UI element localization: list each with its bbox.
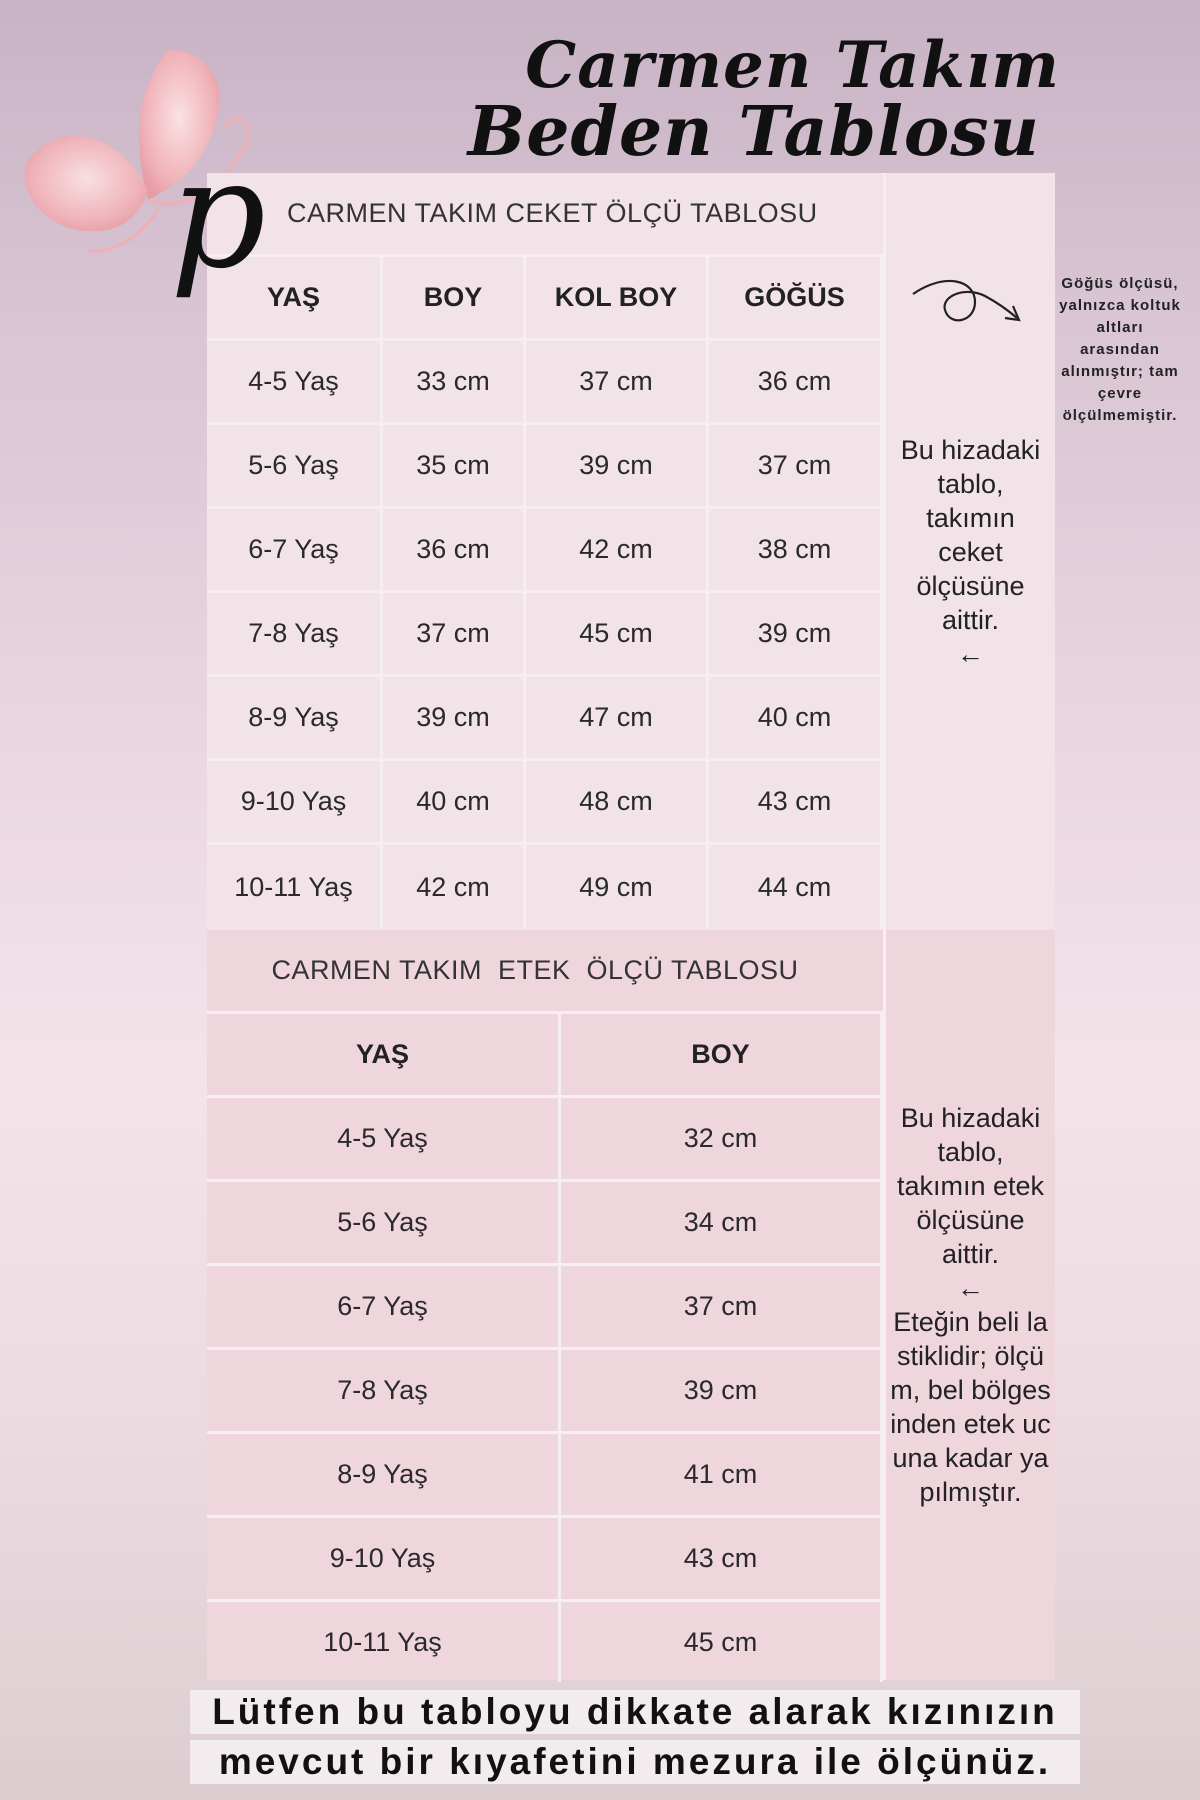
- skirt-length: 43 cm: [561, 1518, 883, 1599]
- jacket-header-length: BOY: [383, 257, 526, 338]
- skirt-header-length: BOY: [561, 1014, 883, 1095]
- footer-line2: mevcut bir kıyafetini mezura ile ölçünüz.: [190, 1740, 1080, 1784]
- left-arrow-icon: ←: [957, 1273, 984, 1303]
- jacket-sleeve: 39 cm: [526, 425, 709, 506]
- brand-logo: p: [170, 128, 267, 302]
- curly-arrow-icon: [905, 272, 1035, 342]
- skirt-age: 10-11 Yaş: [207, 1602, 561, 1682]
- table-row: [207, 845, 883, 929]
- jacket-age: 7-8 Yaş: [207, 593, 383, 674]
- jacket-length: 37 cm: [383, 593, 526, 674]
- jacket-title-text: CARMEN TAKIM CEKET ÖLÇÜ TABLOSU: [287, 198, 818, 228]
- jacket-length: 35 cm: [383, 425, 526, 506]
- jacket-chest: 37 cm: [709, 425, 883, 506]
- jacket-length: 33 cm: [383, 341, 526, 422]
- jacket-length: 39 cm: [383, 677, 526, 758]
- skirt-title-text: CARMEN TAKIM ETEK ÖLÇÜ TABLOSU: [271, 955, 799, 985]
- jacket-length: 36 cm: [383, 509, 526, 590]
- jacket-side-note-text: Bu hizadaki tablo, takımın ceket ölçüsüne aittir.: [900, 434, 1041, 635]
- title-line2: Beden Tablosu: [467, 92, 1040, 172]
- skirt-length: 32 cm: [561, 1098, 883, 1179]
- jacket-sleeve: 42 cm: [526, 509, 709, 590]
- skirt-age: 9-10 Yaş: [207, 1518, 561, 1599]
- skirt-table-title: [207, 930, 883, 1014]
- table-row: [207, 1182, 883, 1266]
- jacket-sleeve: 49 cm: [526, 845, 709, 929]
- table-row: [207, 1266, 883, 1350]
- table-row: [207, 677, 883, 761]
- jacket-length: 40 cm: [383, 761, 526, 842]
- skirt-header-age: YAŞ: [207, 1014, 561, 1095]
- jacket-chest: 38 cm: [709, 509, 883, 590]
- chest-measure-note: Göğüs ölçüsü, yalnızca koltuk altları arasından alınmıştır; tam çevre ölçülmemiştir.: [1059, 275, 1181, 424]
- jacket-chest: 39 cm: [709, 593, 883, 674]
- skirt-side-note: [883, 930, 1055, 1680]
- table-row: [207, 593, 883, 677]
- footer-line1: Lütfen bu tabloyu dikkate alarak kızınızın: [190, 1690, 1080, 1734]
- jacket-header-age: YAŞ: [207, 257, 383, 338]
- skirt-length: 41 cm: [561, 1434, 883, 1515]
- jacket-sleeve: 47 cm: [526, 677, 709, 758]
- table-row: [207, 1518, 883, 1602]
- skirt-age: 8-9 Yaş: [207, 1434, 561, 1515]
- jacket-age: 4-5 Yaş: [207, 341, 383, 422]
- skirt-age: 7-8 Yaş: [207, 1350, 561, 1431]
- jacket-chest: 44 cm: [709, 845, 883, 929]
- jacket-sleeve: 45 cm: [526, 593, 709, 674]
- table-row: [207, 425, 883, 509]
- table-row: [207, 509, 883, 593]
- jacket-header-row: [207, 257, 883, 341]
- skirt-age: 5-6 Yaş: [207, 1182, 561, 1263]
- skirt-length: 45 cm: [561, 1602, 883, 1682]
- jacket-age: 6-7 Yaş: [207, 509, 383, 590]
- jacket-chest: 36 cm: [709, 341, 883, 422]
- skirt-waist-note: Eteğin beli lastiklidir; ölçüm, bel bölgesinden etek ucuna kadar yapılmıştır.: [890, 1307, 1051, 1507]
- table-row: [207, 341, 883, 425]
- skirt-side-note-text: Bu hizadaki tablo, takımın etek ölçüsüne aittir.: [896, 1103, 1045, 1269]
- skirt-section: [207, 930, 1055, 1680]
- title-line1: Carmen Takım: [525, 28, 1060, 103]
- jacket-sleeve: 37 cm: [526, 341, 709, 422]
- jacket-age: 10-11 Yaş: [207, 845, 383, 929]
- jacket-age: 8-9 Yaş: [207, 677, 383, 758]
- table-row: [207, 761, 883, 845]
- jacket-header-chest: GÖĞÜS: [709, 257, 883, 338]
- jacket-age: 5-6 Yaş: [207, 425, 383, 506]
- skirt-header-row: [207, 1014, 883, 1098]
- skirt-length: 34 cm: [561, 1182, 883, 1263]
- jacket-length: 42 cm: [383, 845, 526, 929]
- jacket-chest: 40 cm: [709, 677, 883, 758]
- jacket-chest: 43 cm: [709, 761, 883, 842]
- jacket-table-title: [207, 173, 883, 257]
- table-row: [207, 1350, 883, 1434]
- skirt-length: 37 cm: [561, 1266, 883, 1347]
- jacket-header-sleeve: KOL BOY: [526, 257, 709, 338]
- table-row: [207, 1098, 883, 1182]
- table-row: [207, 1434, 883, 1518]
- skirt-length: 39 cm: [561, 1350, 883, 1431]
- left-arrow-icon: ←: [957, 638, 984, 669]
- jacket-sleeve: 48 cm: [526, 761, 709, 842]
- skirt-age: 4-5 Yaş: [207, 1098, 561, 1179]
- skirt-age: 6-7 Yaş: [207, 1266, 561, 1347]
- table-row: [207, 1602, 883, 1682]
- jacket-age: 9-10 Yaş: [207, 761, 383, 842]
- size-chart-sheet: [207, 173, 1055, 1680]
